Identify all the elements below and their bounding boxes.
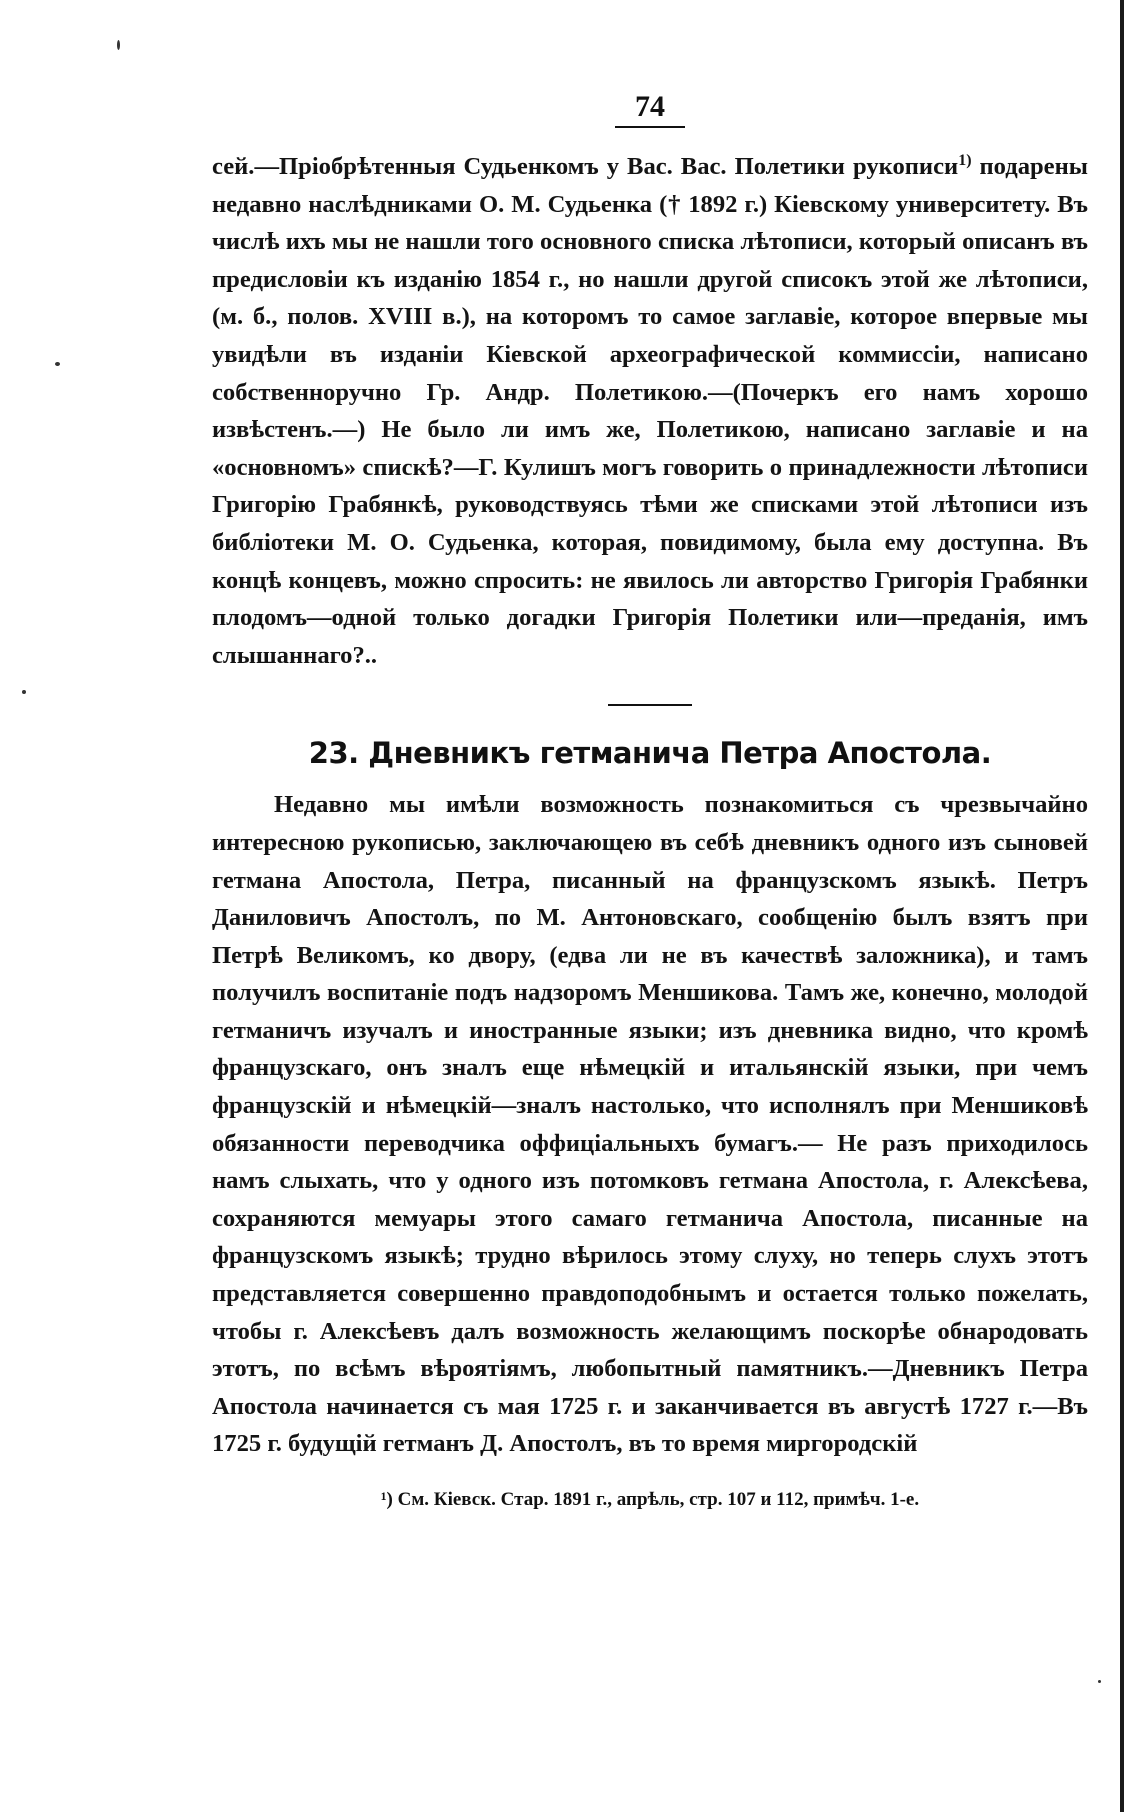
footnote-text: См. Кіевск. Стар. 1891 г., апрѣль, стр. 107 и 112, примѣч. 1-е. <box>392 1489 920 1510</box>
body-paragraph: Недавно мы имѣли возможность познакомиться съ чрезвычайно интересною рукописью, заключающею въ себѣ дневникъ одного изъ сыновей гетмана Апостола, Петра, писанный на французскомъ языкѣ. Петръ Даниловичъ Апостолъ, по М. Антоновскаго, сообщенію былъ взятъ при Петрѣ Великомъ, ко двору, (едва ли не въ качествѣ заложника), и тамъ получилъ воспитаніе подъ надзоромъ Меншикова. Тамъ же, конечно, молодой гетманичъ изучалъ и иностранные языки; изъ дневника видно, что кромѣ французскаго, онъ зналъ еще нѣмецкій и итальянскій языки, при чемъ французскій и нѣмецкій—зналъ настолько, что исполнялъ при Меншиковѣ обязанности переводчика оффиціальныхъ бумагъ.— Не разъ приходилось намъ слыхать, что у одного изъ потомковъ гетмана Апостола, г. Алексѣева, сохраняются мемуары этого самаго гетманича Апостола, писанные на французскомъ языкѣ; трудно вѣрилось этому слуху, но теперь слухъ этотъ представляется совершенно правдоподобнымъ и остается только пожелать, чтобы г. Алексѣевъ далъ возможность желающимъ поскорѣе обнародовать этотъ, по всѣмъ вѣроятіямъ, любопытный памятникъ.—Дневникъ Петра Апостола начинается съ мая 1725 г. и заканчивается въ августѣ 1727 г.—Въ 1725 г. будущій гетманъ Д. Апостолъ, въ то время миргородскій <box>212 791 1088 1458</box>
page-number: 74 <box>212 90 1088 128</box>
scan-speck <box>117 40 120 50</box>
section-heading: 23. Дневникъ гетманича Петра Апостола. <box>308 736 992 771</box>
document-page <box>212 90 1088 1511</box>
section-separator <box>608 704 692 706</box>
scan-speck <box>22 690 26 694</box>
footnote-marker: ¹) <box>380 1489 393 1510</box>
scan-edge <box>1120 0 1124 1812</box>
body-paragraph <box>212 148 1088 674</box>
scan-speck <box>55 362 60 366</box>
paragraph-text: подарены недавно наслѣдниками О. М. Судьенка († 1892 г.) Кіевскому университету. Въ числѣ ихъ мы не нашли того основного списка лѣтописи, который описанъ въ предисловіи къ изданію 1854 г., но нашли другой списокъ этой же лѣтописи, (м. б., полов. XVIII в.), на которомъ то самое заглавіе, которое впервые мы увидѣли въ изданіи Кіевской археографической коммиссіи, написано собственноручно Гр. Андр. Полетикою.—(Почеркъ его намъ хорошо извѣстенъ.—) Не было ли имъ же, Полетикою, написано заглавіе и на «основномъ» спискѣ?—Г. Кулишъ могъ говорить о принадлежности лѣтописи Григорію Грабянкѣ, руководствуясь тѣми же списками этой лѣтописи изъ библіотеки М. О. Судьенка, которая, повидимому, была ему доступна. Въ концѣ концевъ, можно спросить: не явилось ли авторство Григорія Грабянки плодомъ—одной только догадки Григорія Полетики или—преданія, имъ слышаннаго?.. <box>212 153 1088 669</box>
scan-speck <box>1098 1680 1101 1683</box>
paragraph-text: сей.—Пріобрѣтенныя Судьенкомъ у Вас. Вас. Полетики рукописи <box>212 153 959 180</box>
footnote <box>212 1489 1088 1511</box>
footnote-reference[interactable]: 1) <box>958 151 972 169</box>
